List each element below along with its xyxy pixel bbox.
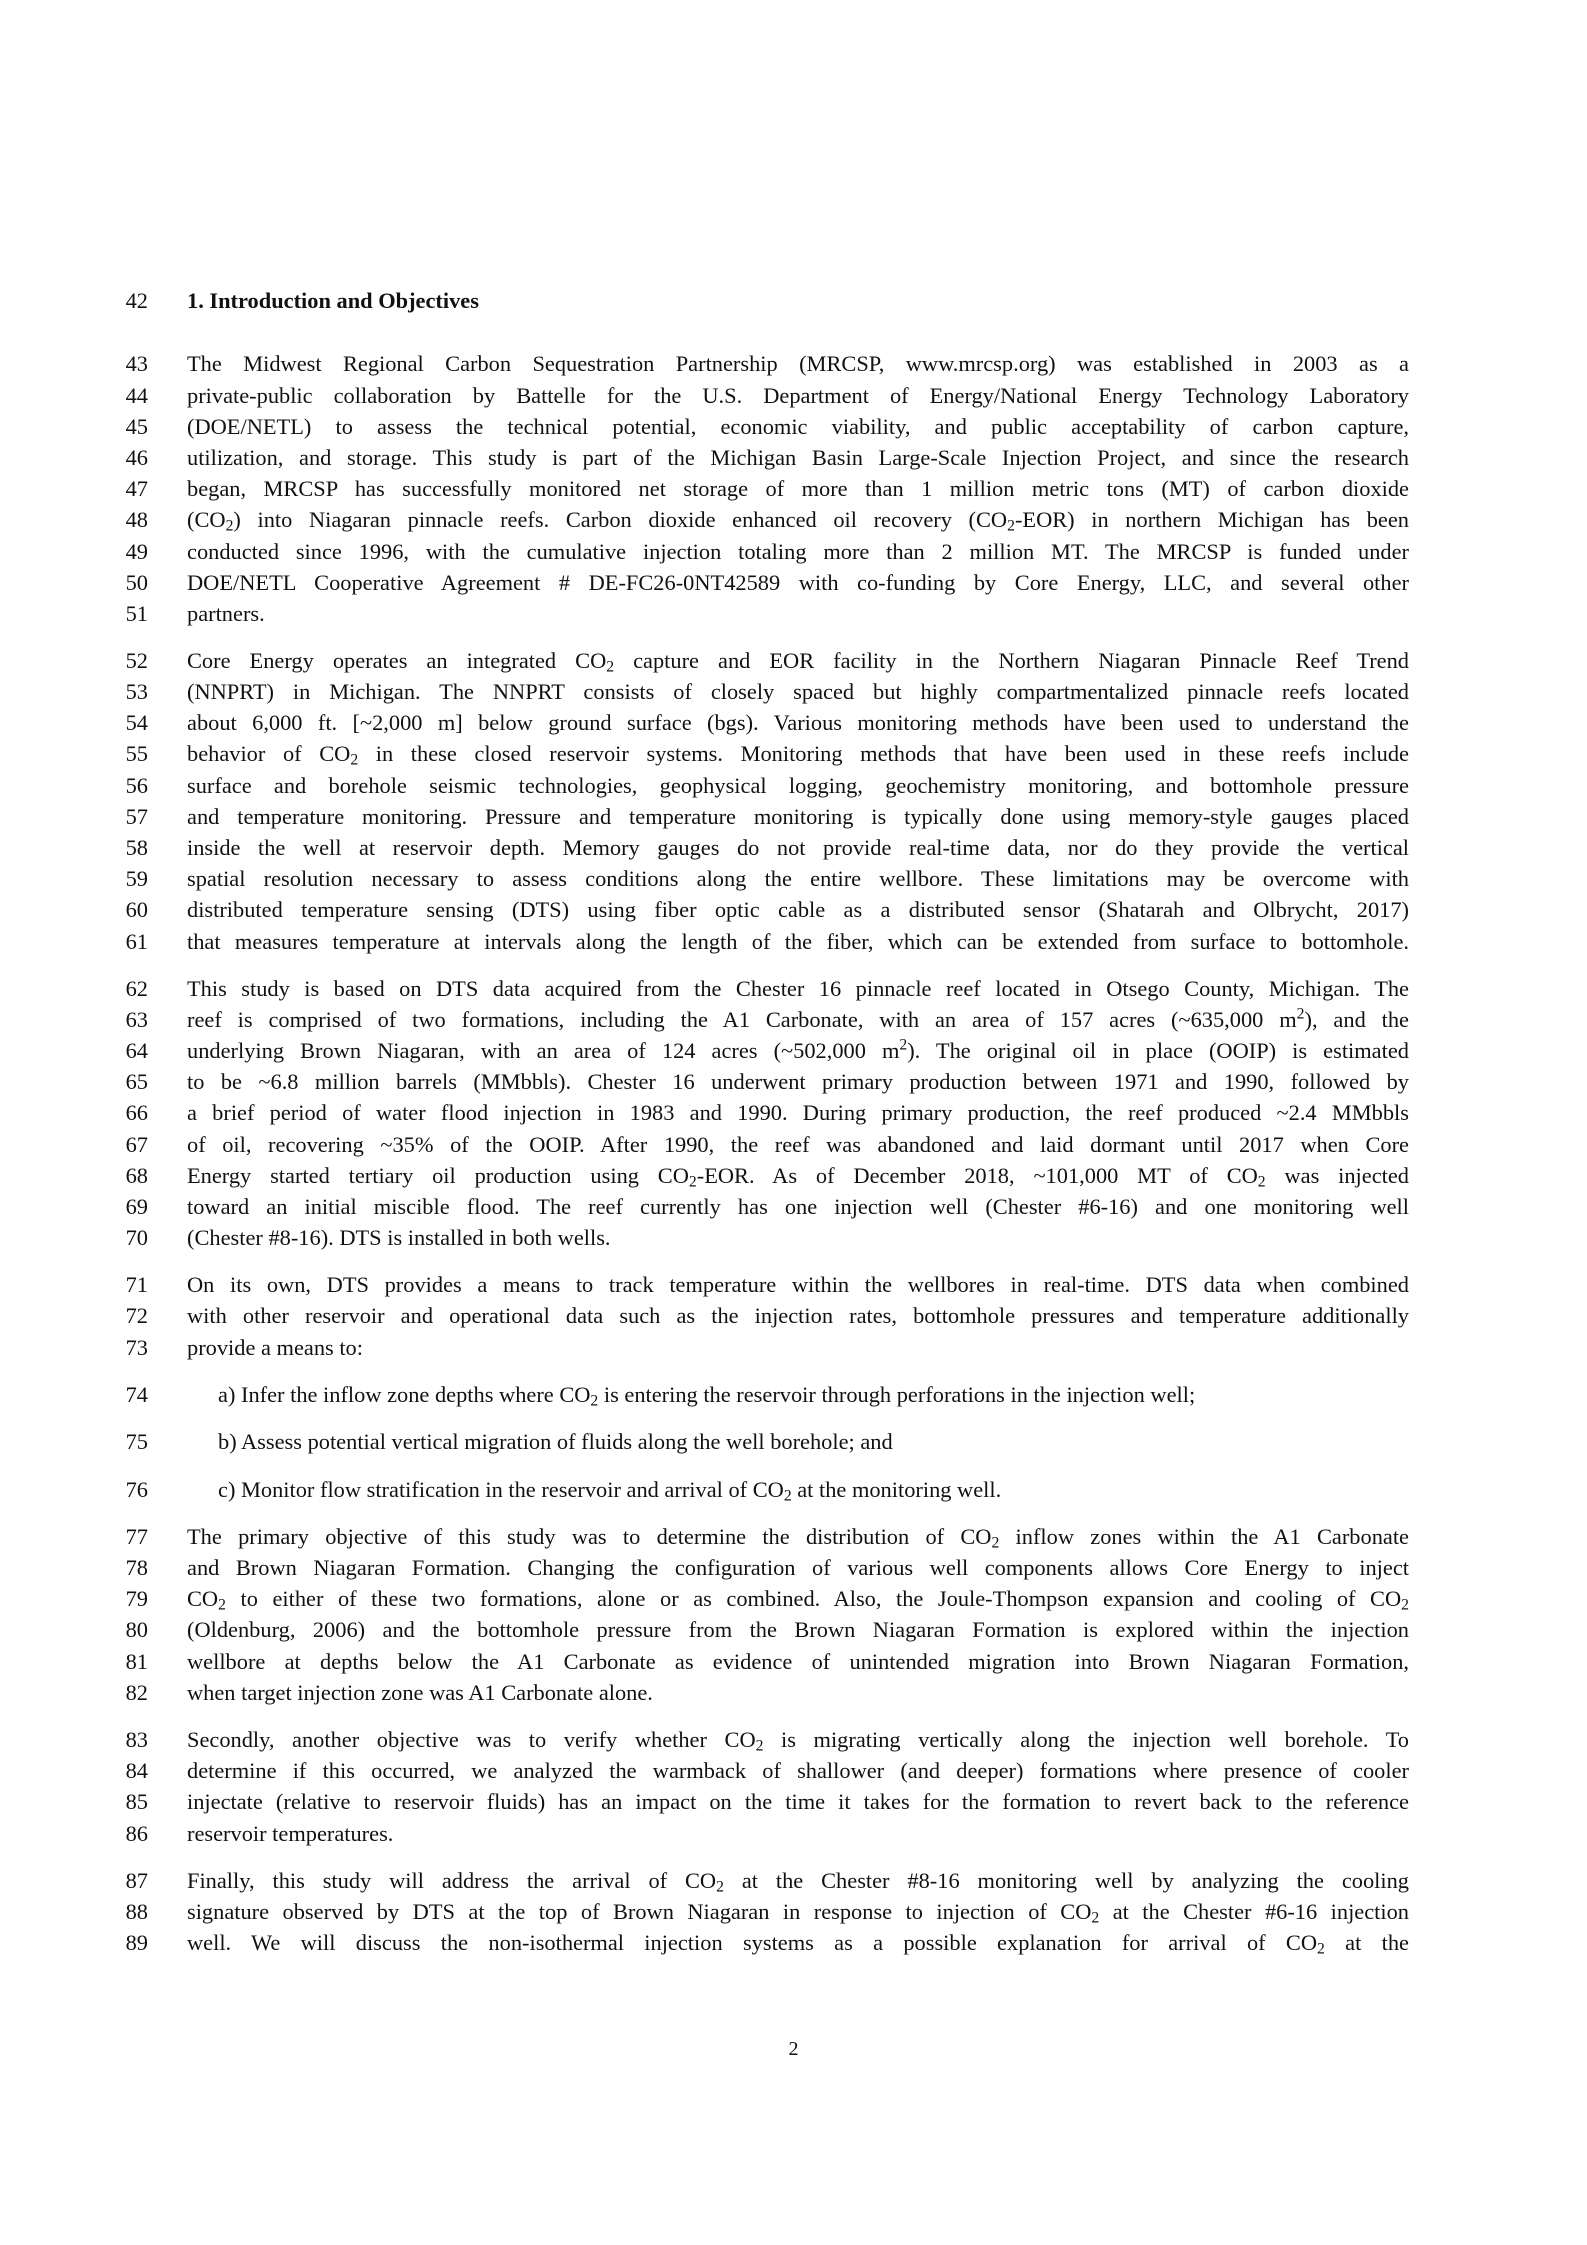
line-number: 80 [125, 1617, 148, 1642]
line-text: partners. [187, 601, 265, 626]
line-number: 78 [125, 1555, 148, 1580]
line-number: 54 [125, 710, 148, 735]
line-text: spatial resolution necessary to assess conditions along the entire wellbore. These limitations may be overcome with [187, 866, 1409, 891]
line-number: 69 [125, 1194, 148, 1219]
text-line [0, 1474, 1587, 1506]
line-number: 87 [125, 1868, 148, 1893]
line-number: 79 [125, 1586, 148, 1611]
line-number: 50 [125, 570, 148, 595]
line-text: wellbore at depths below the A1 Carbonate as evidence of unintended migration into Brown Niagaran Formation, [187, 1649, 1409, 1674]
text-line [0, 1379, 1587, 1411]
line-number: 52 [125, 648, 148, 673]
line-text: Secondly, another objective was to verify whether $CO_2$ is migrating vertically along the injection well borehole. To [187, 1727, 1409, 1755]
line-number: 53 [125, 679, 148, 704]
text-line [0, 1332, 1587, 1364]
line-text: reservoir temperatures. [187, 1821, 394, 1846]
line-text: The Midwest Regional Carbon Sequestration Partnership (MRCSP, www.mrcsp.org) was established in 2003 as a [187, 351, 1409, 376]
text-line [0, 504, 1587, 536]
line-text: (Oldenburg, 2006) and the bottomhole pressure from the Brown Niagaran Formation is explored within the injection [187, 1617, 1409, 1642]
line-number: 72 [125, 1303, 148, 1328]
section-heading: 1. Introduction and Objectives [187, 288, 479, 313]
line-text: of oil, recovering ~35% of the OOIP. After 1990, the reef was abandoned and laid dormant until 2017 when Core [187, 1132, 1409, 1157]
line-text: injectate (relative to reservoir fluids) has an impact on the time it takes for the formation to revert back to the reference [187, 1789, 1409, 1814]
text-line [0, 1035, 1587, 1067]
line-text: with other reservoir and operational data such as the injection rates, bottomhole pressures and temperature additionally [187, 1303, 1409, 1328]
line-number: 82 [125, 1680, 148, 1705]
line-text: conducted since 1996, with the cumulative injection totaling more than 2 million MT. The MRCSP is funded under [187, 539, 1409, 564]
line-number: 65 [125, 1069, 148, 1094]
line-number: 74 [125, 1382, 148, 1407]
line-number: 75 [125, 1429, 148, 1454]
line-text: that measures temperature at intervals along the length of the fiber, which can be extended from surface to bottomhole. [187, 929, 1409, 954]
line-number: 42 [125, 288, 148, 313]
text-line [0, 770, 1587, 802]
line-number: 77 [125, 1524, 148, 1549]
text-line [0, 567, 1587, 599]
line-text: well. We will discuss the non-isothermal injection systems as a possible explanation for arrival of $CO_2$ at the [187, 1930, 1409, 1958]
line-text: provide a means to: [187, 1335, 363, 1360]
line-number: 64 [125, 1038, 148, 1063]
line-number: 45 [125, 414, 148, 439]
text-line [0, 1222, 1587, 1254]
line-text: distributed temperature sensing (DTS) using fiber optic cable as a distributed sensor (Shatarah and Olbrycht, 2017) [187, 897, 1409, 922]
line-text: reef is comprised of two formations, including the A1 Carbonate, with an area of 157 acres (~635,000 $m^2$), and the [187, 1005, 1409, 1032]
line-number: 48 [125, 507, 148, 532]
text-line [0, 1300, 1587, 1332]
text-line [0, 473, 1587, 505]
line-text: $(CO_2)$ into Niagaran pinnacle reefs. Carbon dioxide enhanced oil recovery $(CO_2-EOR)$ in northern Michigan has been [187, 507, 1409, 535]
text-line [0, 348, 1587, 380]
text-line [0, 1786, 1587, 1818]
text-line [0, 1097, 1587, 1129]
line-number: 47 [125, 476, 148, 501]
line-text: began, MRCSP has successfully monitored net storage of more than 1 million metric tons (MT) of carbon dioxide [187, 476, 1409, 501]
text-line [0, 380, 1587, 412]
text-line [0, 863, 1587, 895]
list-item: a) Infer the inflow zone depths where $CO_2$ is entering the reservoir through perforations in the injection well; [218, 1382, 1196, 1410]
text-line [0, 676, 1587, 708]
text-line [0, 1724, 1587, 1756]
text-line [0, 598, 1587, 630]
line-text: Finally, this study will address the arrival of $CO_2$ at the Chester #8-16 monitoring well by analyzing the cooling [187, 1868, 1409, 1896]
line-text: to be ~6.8 million barrels (MMbbls). Chester 16 underwent primary production between 1971 and 1990, followed by [187, 1069, 1409, 1094]
page-number: 2 [788, 2038, 799, 2060]
text-line [0, 1646, 1587, 1678]
line-text: when target injection zone was A1 Carbonate alone. [187, 1680, 653, 1705]
line-number: 81 [125, 1649, 148, 1674]
line-number: 62 [125, 976, 148, 1001]
line-number: 88 [125, 1899, 148, 1924]
text-line [0, 832, 1587, 864]
line-number: 49 [125, 539, 148, 564]
line-text: behavior of $CO_2$ in these closed reservoir systems. Monitoring methods that have been used in these reefs include [187, 741, 1409, 769]
line-text: surface and borehole seismic technologies, geophysical logging, geochemistry monitoring, and bottomhole pressure [187, 773, 1409, 798]
line-text: This study is based on DTS data acquired from the Chester 16 pinnacle reef located in Otsego County, Michigan. The [187, 976, 1409, 1001]
line-text: (Chester #8-16). DTS is installed in both wells. [187, 1225, 611, 1250]
text-line [0, 285, 1587, 317]
text-line [0, 1066, 1587, 1098]
line-text: inside the well at reservoir depth. Memory gauges do not provide real-time data, nor do they provide the vertical [187, 835, 1409, 860]
line-text: and Brown Niagaran Formation. Changing the configuration of various well components allows Core Energy to inject [187, 1555, 1409, 1580]
line-text: $CO_2$ to either of these two formations, alone or as combined. Also, the Joule-Thompson expansion and cooling of $CO_2$ [187, 1586, 1409, 1614]
line-number: 55 [125, 741, 148, 766]
text-line [0, 738, 1587, 770]
text-line [0, 645, 1587, 677]
line-text: (DOE/NETL) to assess the technical potential, economic viability, and public acceptability of carbon capture, [187, 414, 1409, 439]
line-text: (NNPRT) in Michigan. The NNPRT consists of closely spaced but highly compartmentalized pinnacle reefs located [187, 679, 1409, 704]
line-number: 61 [125, 929, 148, 954]
line-number: 44 [125, 383, 148, 408]
line-text: Core Energy operates an integrated $CO_2$ capture and EOR facility in the Northern Niagaran Pinnacle Reef Trend [187, 648, 1410, 676]
text-line [0, 801, 1587, 833]
line-number: 70 [125, 1225, 148, 1250]
list-item: c) Monitor flow stratification in the reservoir and arrival of $CO_2$ at the monitoring well. [218, 1477, 1002, 1505]
text-line [0, 926, 1587, 958]
line-number: 84 [125, 1758, 148, 1783]
text-line [0, 707, 1587, 739]
text-line [0, 1129, 1587, 1161]
text-line [0, 1269, 1587, 1301]
text-line [0, 1426, 1587, 1458]
line-number: 68 [125, 1163, 148, 1188]
line-number: 59 [125, 866, 148, 891]
line-text: a brief period of water flood injection in 1983 and 1990. During primary production, the reef produced ~2.4 MMbbls [187, 1100, 1409, 1125]
text-line [0, 1521, 1587, 1553]
line-number: 63 [125, 1007, 148, 1032]
line-number: 51 [125, 601, 148, 626]
line-number: 85 [125, 1789, 148, 1814]
line-number: 86 [125, 1821, 148, 1846]
line-number: 83 [125, 1727, 148, 1752]
line-text: toward an initial miscible flood. The reef currently has one injection well (Chester #6-16) and one monitoring well [187, 1194, 1409, 1219]
line-text: utilization, and storage. This study is part of the Michigan Basin Large-Scale Injection Project, and since the research [187, 445, 1409, 470]
line-text: The primary objective of this study was to determine the distribution of $CO_2$ inflow zones within the A1 Carbonate [187, 1524, 1409, 1552]
text-line [0, 1160, 1587, 1192]
line-number: 43 [125, 351, 148, 376]
line-number: 76 [125, 1477, 148, 1502]
text-line [0, 1755, 1587, 1787]
line-text: private-public collaboration by Battelle for the U.S. Department of Energy/National Energy Technology Laboratory [187, 383, 1409, 408]
text-line [0, 1677, 1587, 1709]
line-number: 71 [125, 1272, 148, 1297]
text-line [0, 1583, 1587, 1615]
line-number: 46 [125, 445, 148, 470]
text-line [0, 1818, 1587, 1850]
line-number: 66 [125, 1100, 148, 1125]
line-text: about 6,000 ft. [~2,000 m] below ground surface (bgs). Various monitoring methods have been used to understand the [187, 710, 1409, 735]
text-line [0, 894, 1587, 926]
line-number: 56 [125, 773, 148, 798]
text-line [0, 973, 1587, 1005]
text-line [0, 536, 1587, 568]
line-text: On its own, DTS provides a means to track temperature within the wellbores in real-time. DTS data when combined [187, 1272, 1409, 1297]
text-line [0, 1927, 1587, 1959]
line-text: determine if this occurred, we analyzed the warmback of shallower (and deeper) formations where presence of cooler [187, 1758, 1409, 1783]
line-number: 60 [125, 897, 148, 922]
line-text: DOE/NETL Cooperative Agreement # DE-FC26-0NT42589 with co-funding by Core Energy, LLC, and several other [187, 570, 1409, 595]
text-line [0, 1004, 1587, 1036]
text-line [0, 1614, 1587, 1646]
line-number: 73 [125, 1335, 148, 1360]
text-line [0, 1552, 1587, 1584]
text-line [0, 411, 1587, 443]
text-line [0, 1191, 1587, 1223]
line-text: underlying Brown Niagaran, with an area of 124 acres (~502,000 $m^2$). The original oil in place (OOIP) is estimated [187, 1036, 1409, 1063]
text-line [0, 1896, 1587, 1928]
line-text: and temperature monitoring. Pressure and temperature monitoring is typically done using memory-style gauges placed [187, 804, 1409, 829]
line-number: 89 [125, 1930, 148, 1955]
text-line [0, 1865, 1587, 1897]
line-text: Energy started tertiary oil production using $CO_2$-EOR. As of December 2018, ~101,000 MT of $CO_2$ was injected [187, 1163, 1409, 1191]
list-item: b) Assess potential vertical migration of fluids along the well borehole; and [218, 1429, 893, 1454]
line-number: 58 [125, 835, 148, 860]
line-number: 57 [125, 804, 148, 829]
line-number: 67 [125, 1132, 148, 1157]
line-text: signature observed by DTS at the top of Brown Niagaran in response to injection of $CO_2$ at the Chester #6-16 injection [187, 1899, 1409, 1927]
text-line [0, 442, 1587, 474]
